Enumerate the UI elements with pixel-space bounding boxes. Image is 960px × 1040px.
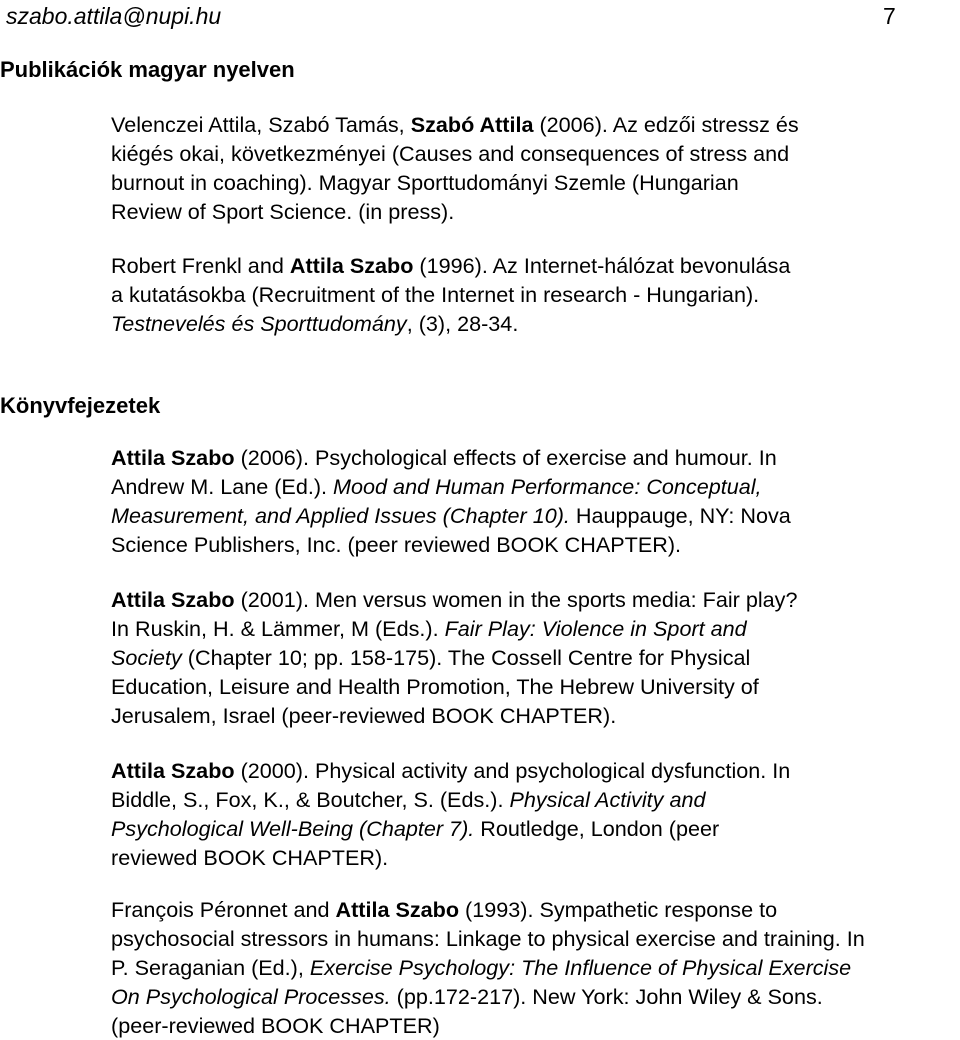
author-highlight: Attila Szabo bbox=[111, 445, 235, 470]
book-title: Fair Play: Violence in Sport and bbox=[444, 616, 747, 641]
entry-text: Jerusalem, Israel (peer-reviewed BOOK CHAPTER). bbox=[111, 703, 617, 728]
entry-text: reviewed BOOK CHAPTER). bbox=[111, 845, 389, 870]
book-title: Measurement, and Applied Issues (Chapter 10). bbox=[111, 503, 570, 528]
entry-text: (2006). Az edzői stressz és bbox=[533, 112, 799, 137]
book-title: Psychological Well-Being (Chapter 7). bbox=[111, 816, 475, 841]
publication-entry bbox=[111, 251, 956, 338]
author-list: Velenczei Attila, Szabó Tamás, bbox=[111, 112, 411, 137]
entry-text: psychosocial stressors in humans: Linkage to physical exercise and training. In bbox=[111, 926, 865, 951]
entry-text: (2006). Psychological effects of exercise and humour. In bbox=[234, 445, 777, 470]
book-title: Mood and Human Performance: Conceptual, bbox=[333, 474, 762, 499]
author-highlight: Szabó Attila bbox=[410, 112, 534, 137]
book-title: Physical Activity and bbox=[509, 787, 706, 812]
chapter-entry bbox=[111, 756, 956, 872]
publication-entry bbox=[111, 110, 956, 226]
section-title-book-chapters: Könyvfejezetek bbox=[0, 393, 161, 418]
entry-text: , (3), 28-34. bbox=[406, 311, 519, 336]
entry-text: (2001). Men versus women in the sports media: Fair play? bbox=[234, 587, 798, 612]
author-list: Robert Frenkl and bbox=[111, 253, 290, 278]
author-highlight: Attila Szabo bbox=[111, 758, 235, 783]
entry-text: kiégés okai, következményei (Causes and consequences of stress and bbox=[111, 141, 790, 166]
entry-text: (1993). Sympathetic response to bbox=[459, 897, 778, 922]
entry-text: Routledge, London (peer bbox=[474, 816, 720, 841]
entry-text: Science Publishers, Inc. (peer reviewed BOOK CHAPTER). bbox=[111, 532, 682, 557]
entry-text: (peer-reviewed BOOK CHAPTER) bbox=[111, 1013, 440, 1038]
entry-text: Education, Leisure and Health Promotion, The Hebrew University of bbox=[111, 674, 759, 699]
page-number: 7 bbox=[883, 3, 896, 29]
book-title: Society bbox=[111, 645, 182, 670]
journal-title: Testnevelés és Sporttudomány bbox=[111, 311, 407, 336]
author-highlight: Attila Szabo bbox=[289, 253, 414, 278]
chapter-entry bbox=[111, 585, 956, 730]
book-title: On Psychological Processes. bbox=[111, 984, 391, 1009]
author-email: szabo.attila@nupi.hu bbox=[6, 3, 222, 29]
entry-text: In Ruskin, H. & Lämmer, M (Eds.). bbox=[111, 616, 445, 641]
entry-text: a kutatásokba (Recruitment of the Internet in research - Hungarian). bbox=[111, 282, 760, 307]
entry-text: P. Seraganian (Ed.), bbox=[111, 955, 310, 980]
author-highlight: Attila Szabo bbox=[111, 587, 235, 612]
entry-text: (2000). Physical activity and psychological dysfunction. In bbox=[234, 758, 791, 783]
entry-text: (Chapter 10; pp. 158-175). The Cossell Centre for Physical bbox=[181, 645, 751, 670]
entry-text: (pp.172-217). New York: John Wiley & Sons. bbox=[390, 984, 823, 1009]
entry-text: burnout in coaching). Magyar Sporttudományi Szemle (Hungarian bbox=[111, 170, 739, 195]
entry-text: Andrew M. Lane (Ed.). bbox=[111, 474, 334, 499]
entry-text: Hauppauge, NY: Nova bbox=[569, 503, 791, 528]
entry-text: Review of Sport Science. (in press). bbox=[111, 199, 455, 224]
author-highlight: Attila Szabo bbox=[335, 897, 460, 922]
section-title-hungarian-publications: Publikációk magyar nyelven bbox=[0, 57, 295, 82]
book-title: Exercise Psychology: The Influence of Physical Exercise bbox=[309, 955, 852, 980]
page-header bbox=[0, 3, 960, 33]
chapter-entry bbox=[111, 895, 960, 1040]
entry-text: (1996). Az Internet-hálózat bevonulása bbox=[413, 253, 791, 278]
chapter-entry bbox=[111, 443, 956, 559]
entry-text: Biddle, S., Fox, K., & Boutcher, S. (Eds.). bbox=[111, 787, 510, 812]
author-list: François Péronnet and bbox=[111, 897, 336, 922]
